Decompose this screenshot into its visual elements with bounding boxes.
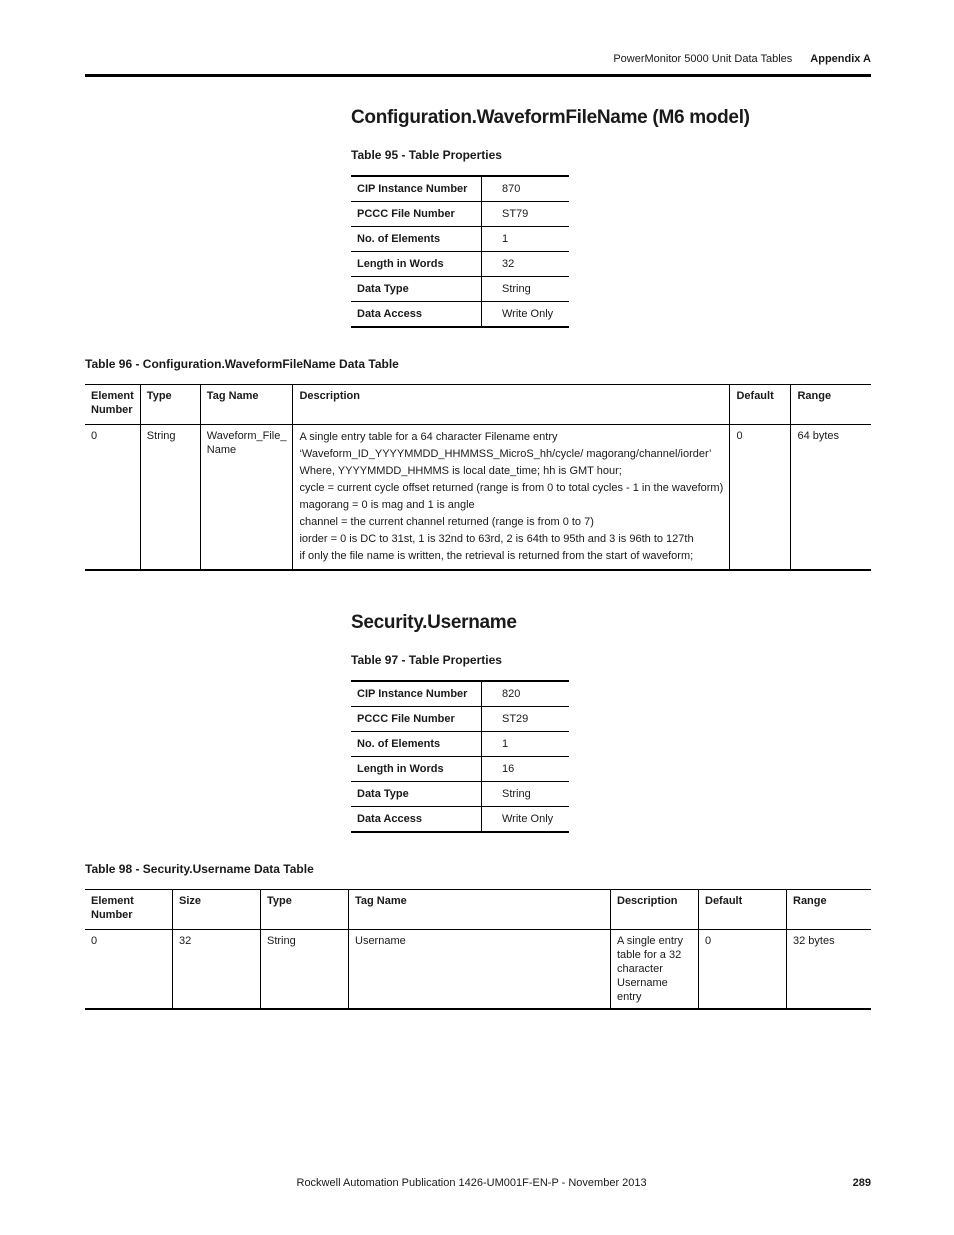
prop-key: Length in Words — [351, 252, 482, 277]
table-95-caption: Table 95 - Table Properties — [351, 148, 502, 162]
prop-value: ST79 — [482, 202, 570, 227]
prop-value: String — [482, 782, 570, 807]
table-row — [351, 807, 569, 833]
description-line: iorder = 0 is DC to 31st, 1 is 32nd to 63rd, 2 is 64th to 95th and 3 is 96th to 127th — [299, 533, 694, 545]
table-row — [85, 930, 871, 1010]
table-header-row — [85, 385, 871, 425]
table-row — [351, 302, 569, 328]
prop-key: PCCC File Number — [351, 202, 482, 227]
section-title-waveform-filename: Configuration.WaveformFileName (M6 model) — [351, 107, 750, 128]
page-number: 289 — [852, 1177, 871, 1189]
section-title-security-username: Security.Username — [351, 612, 517, 633]
cell-type: String — [261, 930, 349, 1010]
prop-value: Write Only — [482, 807, 570, 833]
cell-element: 0 — [85, 930, 173, 1010]
col-header-default: Default — [699, 890, 787, 930]
table-95-properties — [351, 175, 569, 328]
description-line: magorang = 0 is mag and 1 is angle — [299, 499, 475, 511]
col-header-tag-name: Tag Name — [349, 890, 611, 930]
page-header — [613, 53, 871, 65]
table-row — [351, 202, 569, 227]
header-appendix: Appendix A — [810, 53, 871, 65]
cell-range: 64 bytes — [791, 425, 871, 571]
table-row — [351, 227, 569, 252]
cell-default: 0 — [699, 930, 787, 1010]
prop-value: String — [482, 277, 570, 302]
table-98-caption: Table 98 - Security.Username Data Table — [85, 862, 314, 876]
cell-size: 32 — [173, 930, 261, 1010]
col-header-description: Description — [293, 385, 730, 425]
prop-value: ST29 — [482, 707, 570, 732]
table-row — [351, 277, 569, 302]
table-96-data — [85, 384, 871, 571]
col-header-type: Type — [140, 385, 200, 425]
prop-value: 1 — [482, 227, 570, 252]
col-header-default: Default — [730, 385, 791, 425]
col-header-type: Type — [261, 890, 349, 930]
description-line: if only the file name is written, the retrieval is returned from the start of waveform; — [299, 550, 694, 562]
prop-value: 820 — [482, 681, 570, 707]
prop-key: No. of Elements — [351, 227, 482, 252]
cell-default: 0 — [730, 425, 791, 571]
prop-key: CIP Instance Number — [351, 681, 482, 707]
col-header-element-number: Element Number — [85, 890, 173, 930]
table-row — [351, 757, 569, 782]
table-header-row — [85, 890, 871, 930]
prop-key: Data Access — [351, 302, 482, 328]
table-96-caption: Table 96 - Configuration.WaveformFileName Data Table — [85, 357, 399, 371]
prop-key: No. of Elements — [351, 732, 482, 757]
table-row — [85, 425, 871, 571]
cell-tag-name: Waveform_File_ Name — [200, 425, 293, 571]
prop-value: Write Only — [482, 302, 570, 328]
prop-value: 870 — [482, 176, 570, 202]
table-97-properties — [351, 680, 569, 833]
col-header-range: Range — [787, 890, 872, 930]
header-doc-title: PowerMonitor 5000 Unit Data Tables — [613, 53, 793, 65]
prop-key: Data Type — [351, 277, 482, 302]
col-header-size: Size — [173, 890, 261, 930]
prop-value: 32 — [482, 252, 570, 277]
prop-key: Data Access — [351, 807, 482, 833]
table-98-data — [85, 889, 871, 1010]
cell-range: 32 bytes — [787, 930, 872, 1010]
table-row — [351, 732, 569, 757]
prop-value: 1 — [482, 732, 570, 757]
cell-element: 0 — [85, 425, 140, 571]
prop-key: Data Type — [351, 782, 482, 807]
description-line: cycle = current cycle offset returned (range is from 0 to total cycles - 1 in the waveform) — [299, 482, 724, 494]
col-header-element-number: Element Number — [85, 385, 140, 425]
col-header-range: Range — [791, 385, 871, 425]
cell-tag-name: Username — [349, 930, 611, 1010]
description-line: channel = the current channel returned (range is from 0 to 7) — [299, 516, 594, 528]
header-rule — [85, 74, 871, 77]
prop-key: CIP Instance Number — [351, 176, 482, 202]
col-header-tag-name: Tag Name — [200, 385, 293, 425]
table-row — [351, 681, 569, 707]
table-row — [351, 252, 569, 277]
col-header-description: Description — [611, 890, 699, 930]
table-row — [351, 176, 569, 202]
table-row — [351, 782, 569, 807]
description-line: ‘Waveform_ID_YYYYMMDD_HHMMSS_MicroS_hh/cycle/ magorang/channel/iorder’ — [299, 448, 712, 460]
table-row — [351, 707, 569, 732]
cell-type: String — [140, 425, 200, 571]
cell-description — [293, 425, 730, 571]
prop-key: Length in Words — [351, 757, 482, 782]
description-line: Where, YYYYMMDD_HHMMS is local date_time; hh is GMT hour; — [299, 465, 622, 477]
prop-key: PCCC File Number — [351, 707, 482, 732]
table-97-caption: Table 97 - Table Properties — [351, 653, 502, 667]
prop-value: 16 — [482, 757, 570, 782]
cell-description: A single entry table for a 32 character Username entry — [611, 930, 699, 1010]
description-line: A single entry table for a 64 character Filename entry — [299, 431, 558, 443]
page-footer — [297, 1177, 872, 1189]
footer-publication: Rockwell Automation Publication 1426-UM001F-EN-P - November 2013 — [296, 1177, 647, 1189]
